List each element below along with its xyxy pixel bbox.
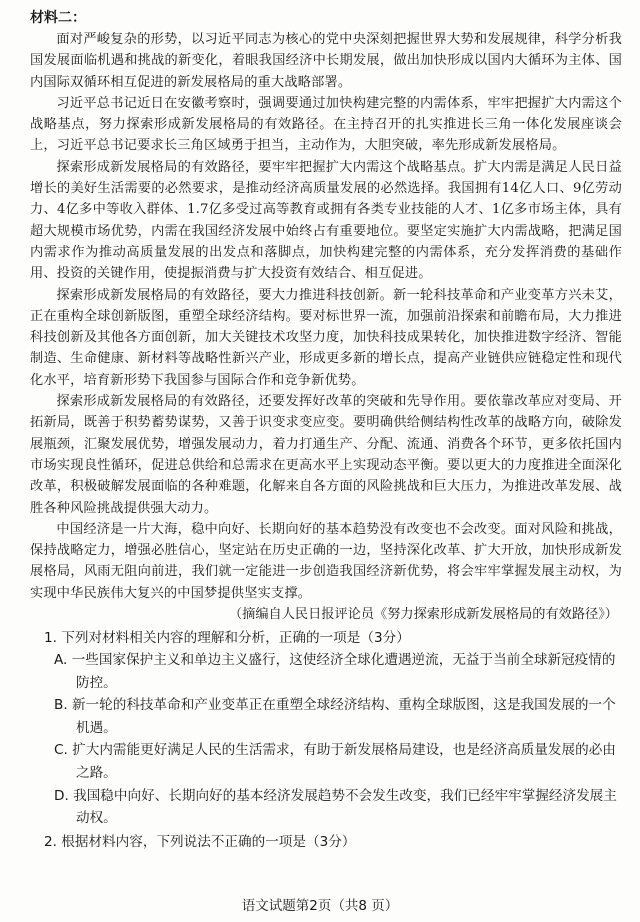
question-1-option-a: A. 一些国家保护主义和单边主义盛行，这使经济全球化遭遇逆流，无益于当前全球新冠疫情的防控。 <box>54 652 616 691</box>
paragraph-6: 中国经济是一片大海，稳中向好、长期向好的基本趋势没有改变也不会改变。面对风险和挑战，保持战略定力，增强必胜信心，坚定站在历史正确的一边，坚持深化改革、扩大开放，加快形成新发展格局，风雨无阻向前进，我们就一定能进一步创造我国经济新优势，将会牢牢掌握发展主动权，为实现中华民族伟大复兴的中国梦提供坚实支撑。 <box>30 521 622 601</box>
paragraph-4: 探索形成新发展格局的有效路径，要大力推进科技创新。新一轮科技革命和产业变革方兴未艾，正在重构全球创新版图，重塑全球经济结构。要对标世界一流，加强前沿探索和前瞻布局，大力推进科技创新及其他各方面创新，加大关键技术攻坚力度，加快科技成果转化，加快推进数字经济、智能制造、生命健康、新材料等战略性新兴产业，形成更多新的增长点，提高产业链供应链稳定性和现代化水平，培育新形势下我国参与国际合作和竞争新优势。 <box>30 287 622 388</box>
question-1-option-d: D. 我国稳中向好、长期向好的基本经济发展趋势不会发生改变，我们已经牢牢掌握经济发展主动权。 <box>54 787 617 827</box>
question-1 <box>30 627 622 830</box>
paragraph-1: 面对严峻复杂的形势，以习近平同志为核心的党中央深刻把握世界大势和发展规律，科学分析我国发展面临机遇和挑战的新变化，着眼我国经济中长期发展，做出加快形成以国内大循环为主体、国内国际双循环相互促进的新发展格局的重大战略部署。 <box>30 32 622 90</box>
paragraph-3: 探索形成新发展格局的有效路径，要牢牢把握扩大内需这个战略基点。扩大内需是满足人民日益增长的美好生活需要的必然要求，是推动经济高质量发展的必然选择。我国拥有14亿人口、9亿劳动力、4亿多中等收入群体、1.7亿多受过高等教育或拥有各类专业技能的人才、1亿多市场主体，具有超大规模市场优势，内需在我国经济发展中始终占有重要地位。要坚定实施扩大内需战略，把满足国内需求作为推动高质量发展的出发点和落脚点，加快构建完整的内需体系，充分发挥消费的基础作用、投资的关键作用，使提振消费与扩大投资有效结合、相互促进。 <box>30 159 622 282</box>
question-2-stem: 2. 根据材料内容，下列说法不正确的一项是（3分） <box>44 833 356 850</box>
paragraph-5: 探索形成新发展格局的有效路径，还要发挥好改革的突破和先导作用。要依靠改革应对变局、开拓新局，既善于积势蓄势谋势，又善于识变求变应变。要明确供给侧结构性改革的战略方向，破除发展瓶颈，汇聚发展优势，增强发展动力，着力打通生产、分配、流通、消费各个环节，更多依托国内市场实现良性循环，促进总供给和总需求在更高水平上实现动态平衡。要以更大的力度推进全面深化改革，积极破解发展面临的各种难题，化解来自各方面的风险挑战和巨大压力，为推进改革发展、战胜各种风险挑战提供强大动力。 <box>30 394 622 516</box>
source-citation: （摘编自人民日报评论员《努力探索形成新发展格局的有效路径》） <box>228 607 618 623</box>
question-2 <box>30 831 622 853</box>
question-1-option-b: B. 新一轮的科技革命和产业变革正在重塑全球经济结构、重构全球版图，这是我国发展的一个机遇。 <box>54 697 616 736</box>
paragraph-2: 习近平总书记近日在安徽考察时，强调要通过加快构建完整的内需体系，牢牢把握扩大内需这个战略基点，努力探索形成新发展格局的有效路径。在主持召开的扎实推进长三角一体化发展座谈会上，习近平总书记要求长三角区域勇于担当，主动作为，大胆突破，率先形成新发展格局。 <box>30 95 622 154</box>
question-1-option-c: C. 扩大内需能更好满足人民的生活需求，有助于新发展格局建设，也是经济高质量发展的必由之路。 <box>54 742 616 781</box>
material-heading: 材料二： <box>30 10 86 26</box>
question-1-stem: 1. 下列对材料相关内容的理解和分析，正确的一项是（3分） <box>44 630 410 647</box>
page-footer: 语文试题第2页（共8 页） <box>241 898 399 914</box>
